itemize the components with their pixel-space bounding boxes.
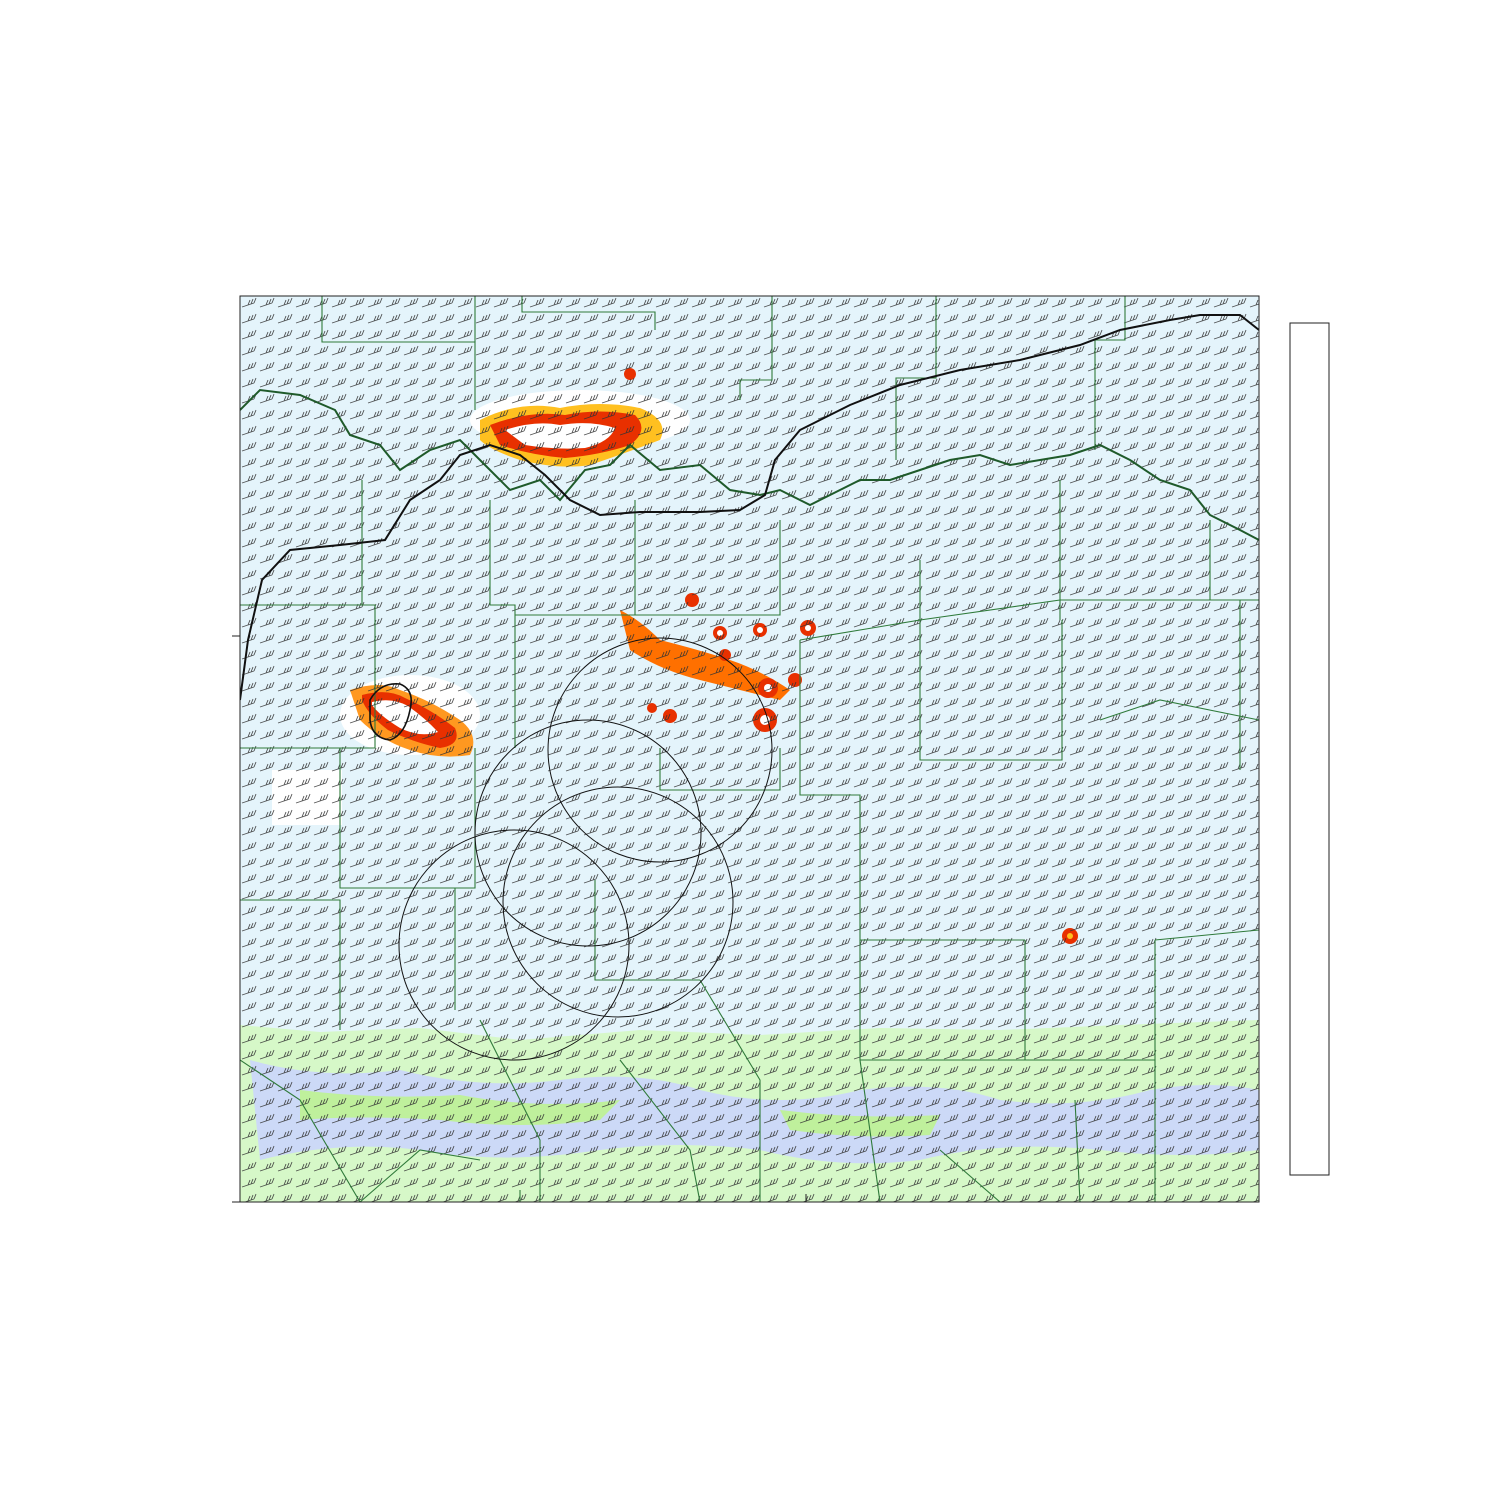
wind-barbs [240, 296, 1259, 1202]
colorbar-frame [1290, 323, 1329, 1175]
